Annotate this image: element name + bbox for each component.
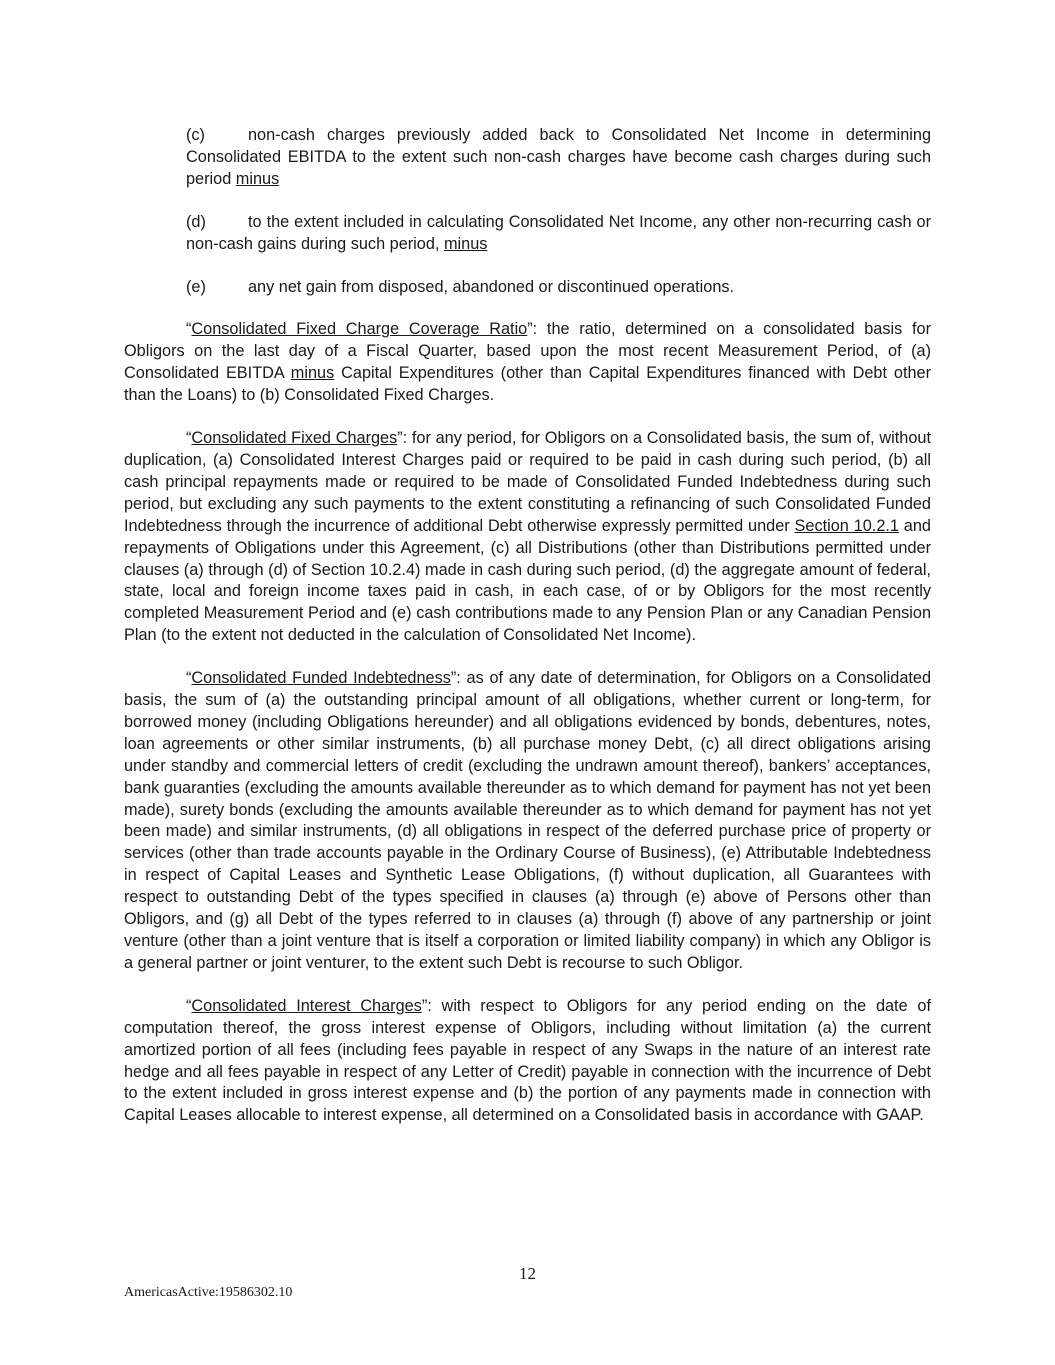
clause-e	[124, 277, 931, 299]
open-quote: “	[186, 429, 192, 448]
defined-term: Consolidated Interest Charges	[191, 996, 422, 1015]
clause-text: non-cash charges previously added back to Consolidated Net Income in determining Consolidated EBITDA to the extent such non-cash charges have become cash charges during such period	[186, 126, 931, 188]
underlined-term: minus	[290, 364, 335, 383]
document-id: AmericasActive:19586302.10	[124, 1285, 293, 1300]
underlined-term: minus	[443, 234, 488, 253]
definition-text: ”: as of any date of determination, for Obligors on a Consolidated basis, the sum of (a) the outstanding principal amount of all obligations, whether current or long-term, for borrowed money (including Obligations hereunder) and all obligations evidenced by bonds, debentures, notes, loan agreements or other similar instruments, (b) all purchase money Debt, (c) all direct obligations arising under standby and commercial letters of credit (excluding the undrawn amount thereof), bankers’ acceptances, bank guaranties (excluding the amounts available thereunder as to which demand for payment has not yet been made), surety bonds (excluding the amounts available thereunder as to which demand for payment has not yet been made) and similar instruments, (d) all obligations in respect of the deferred purchase price of property or services (other than trade accounts payable in the Ordinary Course of Business), (e) Attributable Indebtedness in respect of Capital Leases and Synthetic Lease Obligations, (f) without duplication, all Guarantees with respect to outstanding Debt of the types specified in clauses (a) through (e) above of Persons other than Obligors, and (g) all Debt of the types referred to in clauses (a) through (f) above of any partnership or joint venture (other than a joint venture that is itself a corporation or limited liability company) in which any Obligor is a general partner or joint venturer, to the extent such Debt is recourse to such Obligor.	[124, 669, 932, 972]
defined-term: Consolidated Fixed Charges	[191, 429, 398, 448]
defined-term: Consolidated Fixed Charge Coverage Ratio	[191, 320, 528, 339]
open-quote: “	[186, 996, 192, 1015]
page-body	[124, 125, 931, 1148]
definition-coverage-ratio	[124, 319, 931, 407]
clause-number: (c)	[186, 126, 205, 144]
definition-text: ”: for any period, for Obligors on a Consolidated basis, the sum of, without duplication, (a) Consolidated Interest Charges paid or required to be paid in cash during such period, (b) all cash principal repayments made or required to be made of Consolidated Funded Indebtedness during such period, but excluding any such payments to the extent constituting a refinancing of such Consolidated Funded Indebtedness through the incurrence of additional Debt otherwise expressly permitted under	[124, 429, 931, 535]
definition-text: Capital Expenditures (other than Capital Expenditures financed with Debt other than the Loans) to (b) Consolidated Fixed Charges.	[124, 364, 932, 405]
defined-term: Consolidated Funded Indebtedness	[191, 669, 451, 688]
definition-text: ”: the ratio, determined on a consolidated basis for Obligors on the last day of a Fiscal Quarter, based upon the most recent Measurement Period, of (a) Consolidated EBITDA	[124, 320, 932, 383]
definition-fixed-charges	[124, 428, 931, 647]
clause-c	[124, 125, 931, 191]
open-quote: “	[186, 320, 192, 339]
page-number: 12	[519, 1264, 536, 1283]
clause-number: (e)	[186, 277, 206, 296]
clause-text: any net gain from disposed, abandoned or discontinued operations.	[248, 277, 735, 296]
section-reference: Section 10.2.1	[794, 516, 899, 535]
underlined-term: minus	[235, 169, 280, 188]
clause-text: to the extent included in calculating Consolidated Net Income, any other non-recurring cash or non-cash gains during such period,	[186, 212, 931, 253]
definition-text: ”: with respect to Obligors for any period ending on the date of computation thereof, the gross interest expense of Obligors, including without limitation (a) the current amortized portion of all fees (including fees payable in respect of any Swaps in the nature of an interest rate hedge and all fees payable in respect of any Letter of Credit) payable in connection with the incurrence of Debt to the extent included in gross interest expense and (b) the portion of any payments made in connection with Capital Leases allocable to interest expense, all determined on a Consolidated basis in accordance with GAAP.	[124, 996, 931, 1125]
definition-text: and repayments of Obligations under this Agreement, (c) all Distributions (other than Distributions permitted under clauses (a) through (d) of Section 10.2.4) made in cash during such period, (d) the aggregate amount of federal, state, local and foreign income taxes paid in cash, in each case, of or by Obligors for the most recently completed Measurement Period and (e) cash contributions made to any Pension Plan or any Canadian Pension Plan (to the extent not deducted in the calculation of Consolidated Net Income).	[124, 516, 931, 645]
open-quote: “	[186, 669, 192, 688]
clause-number: (d)	[186, 212, 206, 231]
definition-funded-indebtedness	[124, 668, 931, 975]
clause-d	[124, 212, 931, 256]
definition-interest-charges	[124, 996, 931, 1127]
